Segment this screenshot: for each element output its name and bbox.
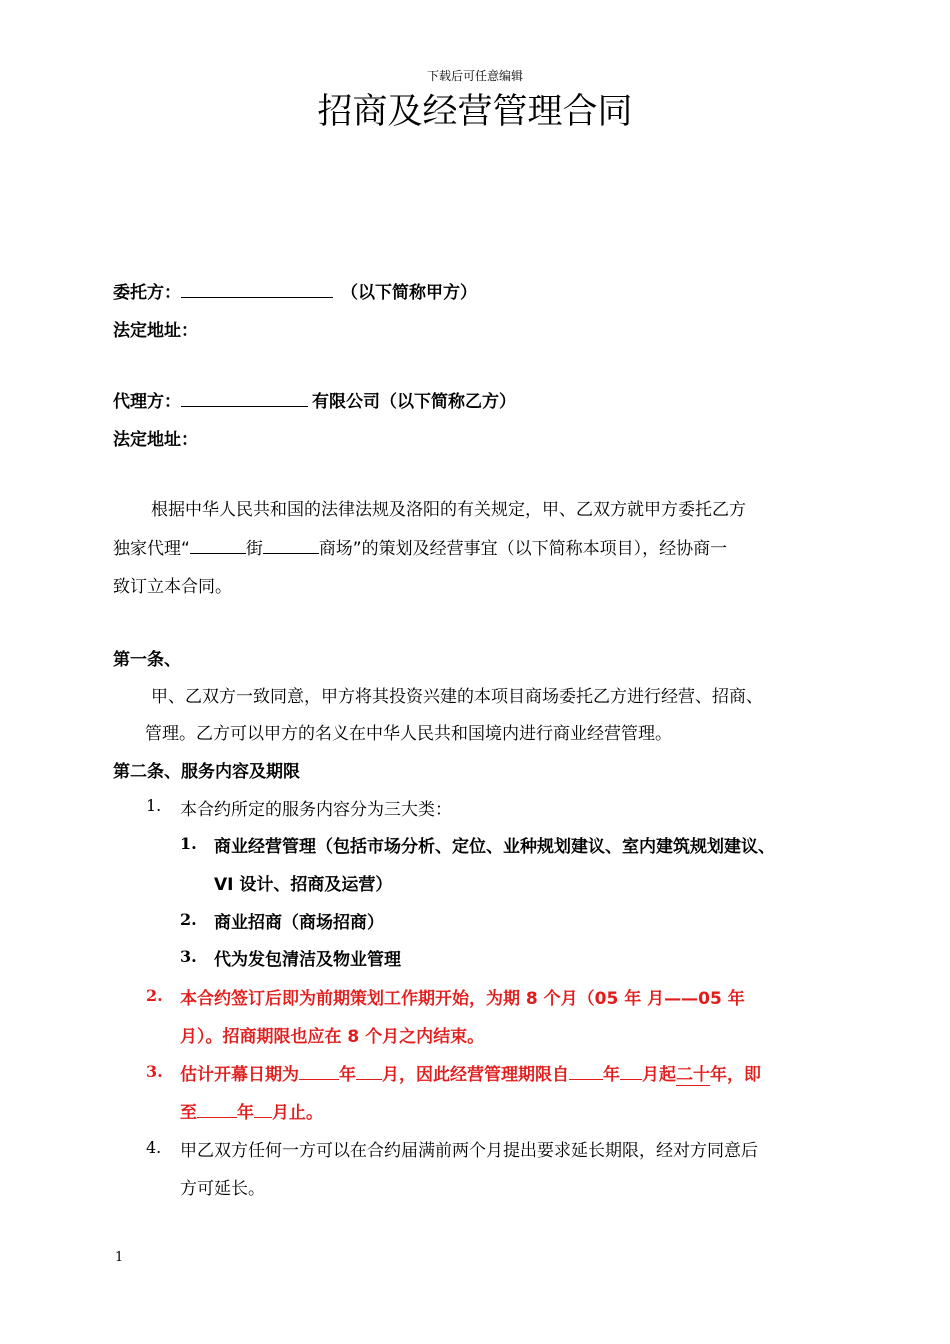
- item-2-number: 2.: [146, 986, 163, 1005]
- party-a-address-label: 法定地址：: [113, 321, 198, 341]
- sub-1-line-2: VI 设计、招商及运营）: [214, 875, 393, 895]
- party-a-suffix: （以下简称甲方）: [341, 283, 477, 303]
- party-a-label: 委托方：: [113, 283, 181, 303]
- sub-2-number: 2.: [180, 910, 197, 929]
- party-b-blank: [181, 388, 308, 407]
- item-1-number: 1.: [146, 796, 162, 815]
- party-b-label: 代理方：: [113, 392, 181, 412]
- party-a-line: [113, 278, 477, 303]
- party-b-suffix: 有限公司（以下简称乙方）: [312, 392, 516, 412]
- page-number: 1: [115, 1250, 124, 1265]
- preamble-line-1: 根据中华人民共和国的法律法规及洛阳的有关规定，甲、乙双方就甲方委托乙方: [151, 500, 746, 520]
- item-3-line-1: 估计开幕日期为 年 月，因此经营管理期限自 年 月起二十年，即: [180, 1060, 761, 1085]
- end-year-blank: [197, 1099, 237, 1118]
- item-3-line-2: 至 年 月止。: [180, 1098, 323, 1123]
- article-1-line-1: 甲、乙双方一致同意，甲方将其投资兴建的本项目商场委托乙方进行经营、招商、: [151, 687, 763, 707]
- preamble-line-2: 独家代理“ 街 商场”的策划及经营事宜（以下简称本项目），经协商一: [113, 534, 727, 559]
- street-blank: [190, 535, 246, 554]
- sub-2-text: 商业招商（商场招商）: [214, 913, 384, 933]
- end-month-blank: [254, 1099, 272, 1118]
- sub-1-line-1: 商业经营管理（包括市场分析、定位、业种规划建议、室内建筑规划建议、: [214, 837, 775, 857]
- header-note: 下载后可任意编辑: [426, 69, 523, 83]
- party-b-line: [113, 387, 516, 412]
- item-4-line-1: 甲乙双方任何一方可以在合约届满前两个月提出要求延长期限，经对方同意后: [180, 1141, 758, 1161]
- article-1-line-2: 管理。乙方可以甲方的名义在中华人民共和国境内进行商业经营管理。: [145, 724, 672, 744]
- start-year-blank: [569, 1061, 603, 1080]
- mall-blank: [263, 535, 319, 554]
- item-2-line-1: 本合约签订后即为前期策划工作期开始，为期 8 个月（05 年 月——05 年: [180, 989, 745, 1009]
- preamble-line-3: 致订立本合同。: [113, 577, 232, 597]
- article-1-heading: 第一条、: [113, 650, 181, 670]
- party-b-address-label: 法定地址：: [113, 430, 198, 450]
- start-month-blank: [620, 1061, 642, 1080]
- party-a-blank: [181, 279, 333, 298]
- term-years: 二十: [676, 1065, 710, 1085]
- opening-month-blank: [356, 1061, 382, 1080]
- item-4-line-2: 方可延长。: [180, 1179, 265, 1199]
- article-2-heading: 第二条、服务内容及期限: [113, 762, 300, 782]
- item-2-line-2: 月）。招商期限也应在 8 个月之内结束。: [180, 1027, 485, 1047]
- item-3-number: 3.: [146, 1062, 163, 1081]
- sub-3-text: 代为发包清洁及物业管理: [214, 950, 401, 970]
- item-4-number: 4.: [146, 1138, 162, 1157]
- item-1-text: 本合约所定的服务内容分为三大类：: [180, 800, 452, 820]
- sub-1-number: 1.: [180, 834, 197, 853]
- page-title: 招商及经营管理合同: [317, 92, 633, 132]
- opening-year-blank: [299, 1061, 339, 1080]
- sub-3-number: 3.: [180, 947, 197, 966]
